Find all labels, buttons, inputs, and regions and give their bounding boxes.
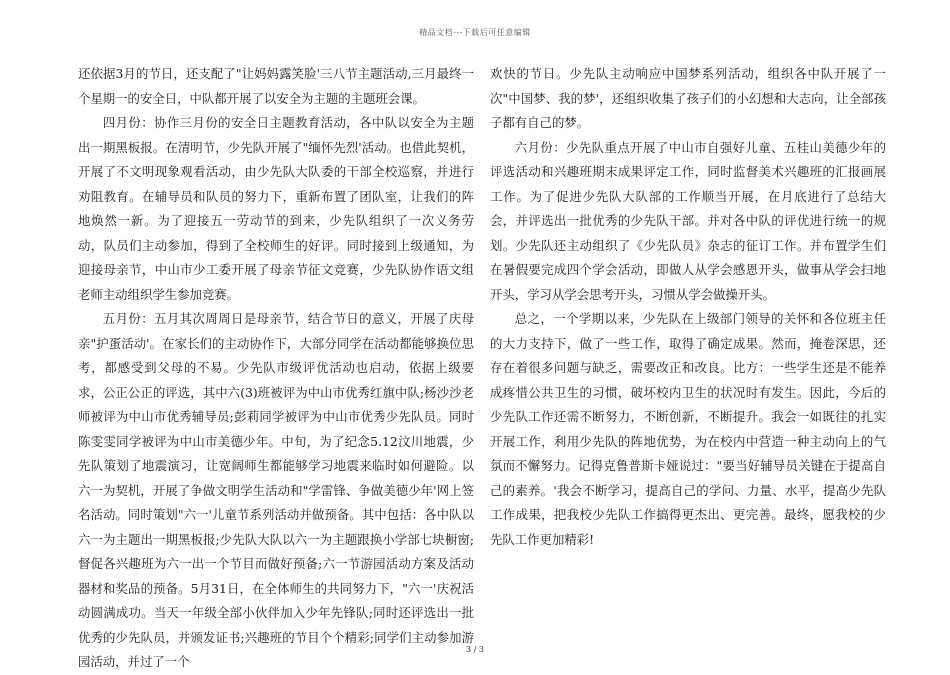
paragraph: 五月份：五月其次周周日是母亲节，结合节日的意义，开展了庆母亲"护蛋活动'。在家长们的主动协作下，大部分同学在活动都能够换位思考，都感受到父母的不易。少先队市级评优活动也启动，依据上级要求，公正公正的评选，其中六(3)班被评为中山市优秀红旗中队;杨沙沙老师被评为中山市优秀辅导员;彭莉同学被评为中山市优秀少先队员。同时陈雯雯同学被评为中山市美德少年。中旬，为了纪念5.12汶川地震，少先队策划了地震演习，让宽阔师生都能够学习地震来临时如何避险。以六一为契机，开展了争做文明学生活动和"学雷锋、争做美德少年'网上签名活动。同时策划"六一'儿童节系列活动并做预备。其中包括：各中队以六一为主题出一期黑板报;少先队大队以六一为主题跟换小学部七块橱窗;督促各兴趣班为六一出一个节目而做好预备;六一节游园活动方案及活动器材和奖品的预备。5月31日，在全体师生的共同努力下，"六一'庆祝活动圆满成功。当天一年级全部小伙伴加入少年先锋队;同时还评选出一批优秀的少先队员，并颁发证书;兴趣班的节目个个精彩;同学们主动参加游园活动，并过了一个 bbox=[78, 311, 474, 669]
paragraph: 四月份：协作三月份的安全日主题教育活动，各中队以安全为主题出一期黑板报。在清明节，少先队开展了"缅怀先烈'活动。也借此契机，开展了不文明现象观看活动，由少先队大队委的干部全校巡察，并进行劝阻教育。在辅导员和队员的努力下，重新布置了团队室，让我们的阵地焕然一新。为了迎接五一劳动节的到来，少先队组织了一次义务劳动，队员们主动参加，得到了全校师生的好评。同时接到上级通知，为迎接母亲节，中山市少工委开展了母亲节征文竞赛，少先队协作语文组老师主动组织学生参加竞赛。 bbox=[78, 115, 474, 302]
paragraph: 总之，一个学期以来，少先队在上级部门领导的关怀和各位班主任的大力支持下，做了一些工作，取得了确定成果。然而，掩卷深思，还存在着很多问题与缺乏，需要改正和改良。比方：一些学生还是不能养成疼惜公共卫生的习惯，破坏校内卫生的状况时有发生。因此，今后的少先队工作还需不断努力，不断创新，不断提升。我会一如既往的扎实开展工作，利用少先队的阵地优势，为在校内中营造一种主动向上的气氛而不懈努力。记得克鲁普斯卡娅说过："要当好辅导员关键在于提高自己的素养。'我会不断学习，提高自己的学问、力量、水平，提高少先队工作成果，把我校少先队工作搞得更杰出、更完善。最终，愿我校的少先队工作更加精彩! bbox=[490, 311, 886, 547]
paragraph: 欢快的节日。少先队主动响应中国梦系列活动，组织各中队开展了一次"中国梦、我的梦'，还组织收集了孩子们的小幻想和大志向，让全部孩子都有自己的梦。 bbox=[490, 66, 886, 130]
page-header: 精品文档---下载后可任意编辑 bbox=[419, 28, 531, 37]
right-column bbox=[490, 62, 886, 552]
paragraph: 还依据3月的节日，还支配了"让妈妈露笑脸'三八节主题活动,三月最终一个星期一的安全日，中队都开展了以安全为主题的主题班会课。 bbox=[78, 66, 474, 106]
left-column bbox=[78, 62, 474, 675]
page-number: 3 / 3 bbox=[466, 645, 484, 654]
paragraph: 六月份：少先队重点开展了中山市自强好儿童、五桂山美德少年的评选活动和兴趣班期末成果评定工作，同时监督美术兴趣班的汇报画展工作。为了促进少先队大队部的工作顺当开展，在月底进行了总结大会，并评选出一批优秀的少先队干部。并对各中队的评优进行统一的规划。少先队还主动组织了《少先队员》杂志的征订工作。并布置学生们在暑假要完成四个学会活动，即做人从学会感恩开头，做事从学会扫地开头，学习从学会思考开头，习惯从学会做操开头。 bbox=[490, 139, 886, 302]
